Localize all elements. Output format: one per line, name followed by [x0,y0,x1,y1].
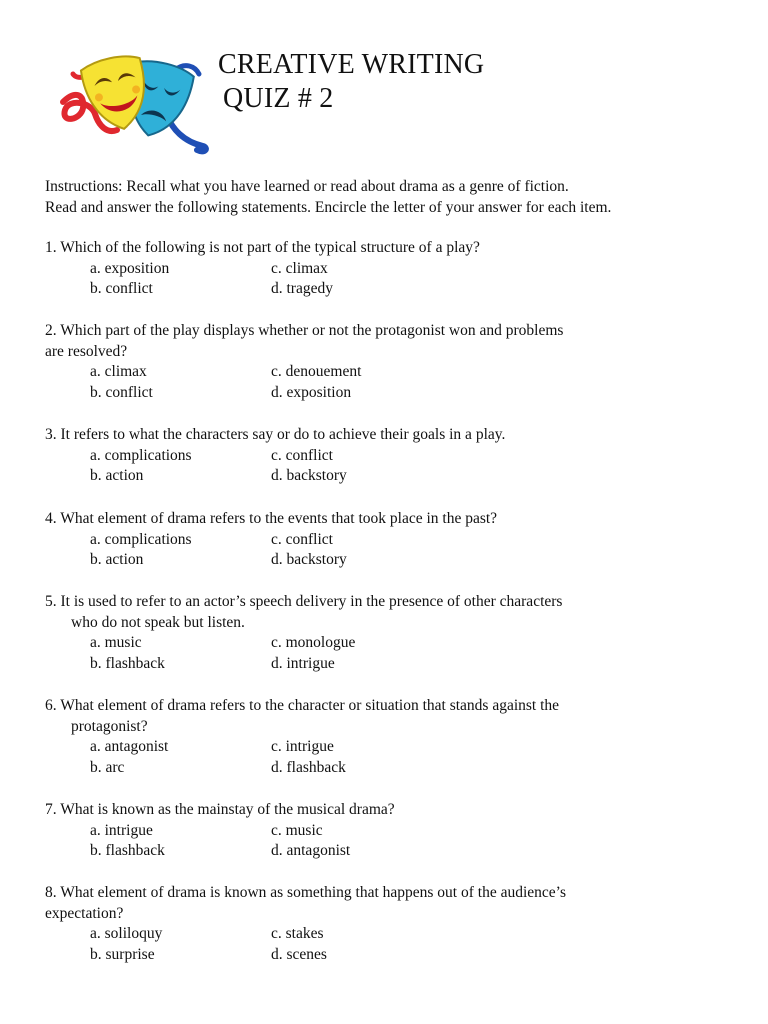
question-line: 1. Which of the following is not part of the typical structure of a play? [45,239,480,256]
option-c[interactable]: c. stakes [271,925,324,942]
drama-masks-icon [55,50,215,162]
question-5 [45,592,735,674]
title-line-1: CREATIVE WRITING [218,49,485,80]
instructions-line-1: Instructions: Recall what you have learned or read about drama as a genre of fiction. [45,178,569,195]
option-d[interactable]: d. scenes [271,945,327,963]
option-d[interactable]: d. backstory [271,551,347,568]
option-d[interactable]: d. backstory [271,467,347,484]
question-line-continued: who do not speak but listen. [71,613,245,631]
option-b[interactable]: b. action [90,467,144,484]
option-b[interactable]: b. arc [90,758,125,776]
question-line: 2. Which part of the play displays whether or not the protagonist won and problems [45,322,564,339]
option-d[interactable]: d. antagonist [271,842,351,859]
option-d[interactable]: d. exposition [271,383,352,401]
question-line: 4. What element of drama refers to the events that took place in the past? [45,510,498,527]
option-c[interactable]: c. conflict [271,446,333,464]
answer-options [45,362,735,403]
question-line-continued: expectation? [45,904,124,922]
answer-options [45,259,735,300]
question-text [45,592,735,633]
option-a[interactable]: a. complications [90,530,192,548]
question-4 [45,509,735,571]
page-title [218,48,484,116]
question-line-continued: protagonist? [71,717,148,735]
answer-options [45,530,735,571]
question-3 [45,425,735,487]
option-b[interactable]: b. conflict [90,280,153,297]
answer-options [45,737,735,778]
answer-options [45,924,735,965]
option-c[interactable]: c. conflict [271,530,333,548]
option-a[interactable]: a. soliloquy [90,925,163,942]
question-text [45,425,735,446]
title-line-2: QUIZ # 2 [223,83,334,114]
question-text [45,509,735,530]
answer-options [45,446,735,487]
instructions-line-2: Read and answer the following statements. Encircle the letter of your answer for each item. [45,199,612,216]
instructions [45,176,745,218]
question-line: 7. What is known as the mainstay of the musical drama? [45,801,395,818]
option-b[interactable]: b. surprise [90,945,155,963]
option-d[interactable]: d. flashback [271,758,346,776]
question-6 [45,696,735,778]
option-c[interactable]: c. denouement [271,363,362,380]
option-a[interactable]: a. intrigue [90,821,153,839]
option-a[interactable]: a. music [90,634,142,651]
question-text [45,321,735,362]
question-line: 8. What element of drama is known as something that happens out of the audience’s [45,884,566,901]
question-text [45,696,735,737]
option-c[interactable]: c. climax [271,259,328,277]
option-b[interactable]: b. conflict [90,383,153,401]
question-line: 6. What element of drama refers to the character or situation that stands against the [45,697,560,714]
answer-options [45,821,735,862]
option-a[interactable]: a. complications [90,446,192,464]
option-a[interactable]: a. antagonist [90,738,169,755]
question-text [45,883,735,924]
option-b[interactable]: b. flashback [90,842,165,859]
question-1 [45,238,735,300]
option-c[interactable]: c. monologue [271,634,356,651]
question-text [45,800,735,821]
option-b[interactable]: b. action [90,551,144,568]
option-a[interactable]: a. climax [90,363,147,380]
answer-options [45,633,735,674]
question-line: 3. It refers to what the characters say or do to achieve their goals in a play. [45,426,506,443]
option-d[interactable]: d. intrigue [271,654,335,672]
question-8 [45,883,735,965]
option-c[interactable]: c. intrigue [271,738,334,755]
question-text [45,238,735,259]
option-c[interactable]: c. music [271,821,323,839]
option-a[interactable]: a. exposition [90,259,170,277]
option-d[interactable]: d. tragedy [271,280,333,297]
option-b[interactable]: b. flashback [90,654,165,672]
question-line: 5. It is used to refer to an actor’s speech delivery in the presence of other characters [45,593,563,610]
question-2 [45,321,735,403]
question-7 [45,800,735,862]
question-line-continued: are resolved? [45,342,128,360]
